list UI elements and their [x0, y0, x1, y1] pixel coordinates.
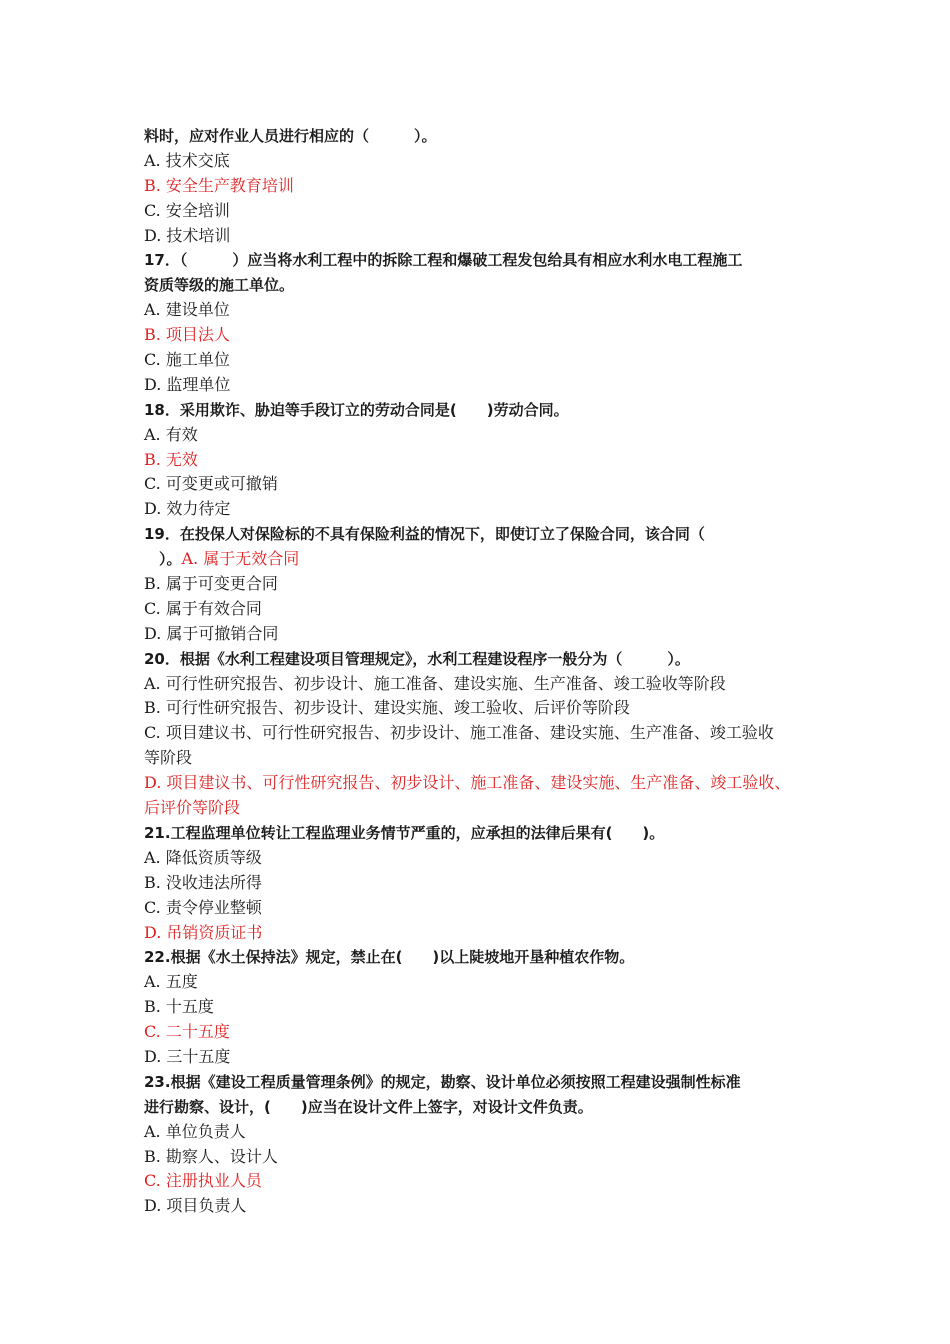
question-text: 19．在投保人对保险标的不具有保险利益的情况下，即使订立了保险合同，该合同（: [144, 525, 705, 544]
option: A. 建设单位: [144, 300, 230, 320]
question-text: 18．采用欺诈、胁迫等手段订立的劳动合同是( )劳动合同。: [144, 400, 569, 419]
option: B. 没收违法所得: [144, 872, 262, 892]
option: A. 可行性研究报告、初步设计、施工准备、建设实施、生产准备、竣工验收等阶段: [144, 673, 726, 693]
option: D. 技术培训: [144, 225, 231, 245]
answer-option: B. 项目法人: [144, 325, 230, 345]
option: A. 单位负责人: [144, 1121, 246, 1141]
question-text: 22.根据《水土保持法》规定，禁止在( )以上陡坡地开垦种植农作物。: [144, 948, 635, 967]
option: D. 效力待定: [144, 499, 231, 519]
option: D. 三十五度: [144, 1046, 231, 1066]
question-19-tail: [144, 547, 824, 572]
answer-option: 后评价等阶段: [144, 798, 241, 818]
question-text: 进行勘察、设计，( )应当在设计文件上签字，对设计文件负责。: [144, 1097, 593, 1116]
question-block-2: [144, 572, 824, 1219]
answer-option: C. 二十五度: [144, 1022, 230, 1042]
answer-option: B. 无效: [144, 449, 198, 469]
question-text: 20．根据《水利工程建设项目管理规定》，水利工程建设程序一般分为（ ）。: [144, 649, 690, 668]
answer-option: C. 注册执业人员: [144, 1171, 262, 1191]
option: B. 十五度: [144, 997, 214, 1017]
option: B. 勘察人、设计人: [144, 1146, 278, 1166]
option: D. 项目负责人: [144, 1196, 247, 1216]
option: C. 施工单位: [144, 350, 230, 370]
option: B. 属于可变更合同: [144, 574, 278, 594]
document-page: [144, 124, 824, 1219]
option: C. 责令停业整顿: [144, 897, 262, 917]
option: C. 可变更或可撤销: [144, 474, 278, 494]
answer-option: D. 吊销资质证书: [144, 922, 263, 942]
answer-option: B. 安全生产教育培训: [144, 175, 294, 195]
option: D. 监理单位: [144, 374, 231, 394]
option: A. 有效: [144, 424, 198, 444]
option: B. 可行性研究报告、初步设计、建设实施、竣工验收、后评价等阶段: [144, 698, 630, 718]
option: C. 项目建议书、可行性研究报告、初步设计、施工准备、建设实施、生产准备、竣工验收: [144, 723, 774, 743]
answer-option: A. 属于无效合同: [181, 549, 300, 569]
option: D. 属于可撤销合同: [144, 623, 279, 643]
option: C. 安全培训: [144, 200, 230, 220]
option: A. 五度: [144, 972, 198, 992]
answer-option: D. 项目建议书、可行性研究报告、初步设计、施工准备、建设实施、生产准备、竣工验收、: [144, 773, 791, 793]
question-block-1: [144, 124, 824, 547]
question-text: 17．（ ）应当将水利工程中的拆除工程和爆破工程发包给具有相应水利水电工程施工: [144, 251, 743, 270]
question-text: ）。: [144, 550, 182, 569]
question-text: 资质等级的施工单位。: [144, 276, 295, 295]
question-text: 23.根据《建设工程质量管理条例》的规定，勘察、设计单位必须按照工程建设强制性标准: [144, 1072, 741, 1091]
option: C. 属于有效合同: [144, 598, 262, 618]
option: A. 技术交底: [144, 150, 230, 170]
question-text: 料时，应对作业人员进行相应的（ ）。: [144, 127, 437, 145]
option: A. 降低资质等级: [144, 847, 262, 867]
option: 等阶段: [144, 748, 193, 768]
question-text: 21.工程监理单位转让工程监理业务情节严重的，应承担的法律后果有( )。: [144, 823, 665, 842]
